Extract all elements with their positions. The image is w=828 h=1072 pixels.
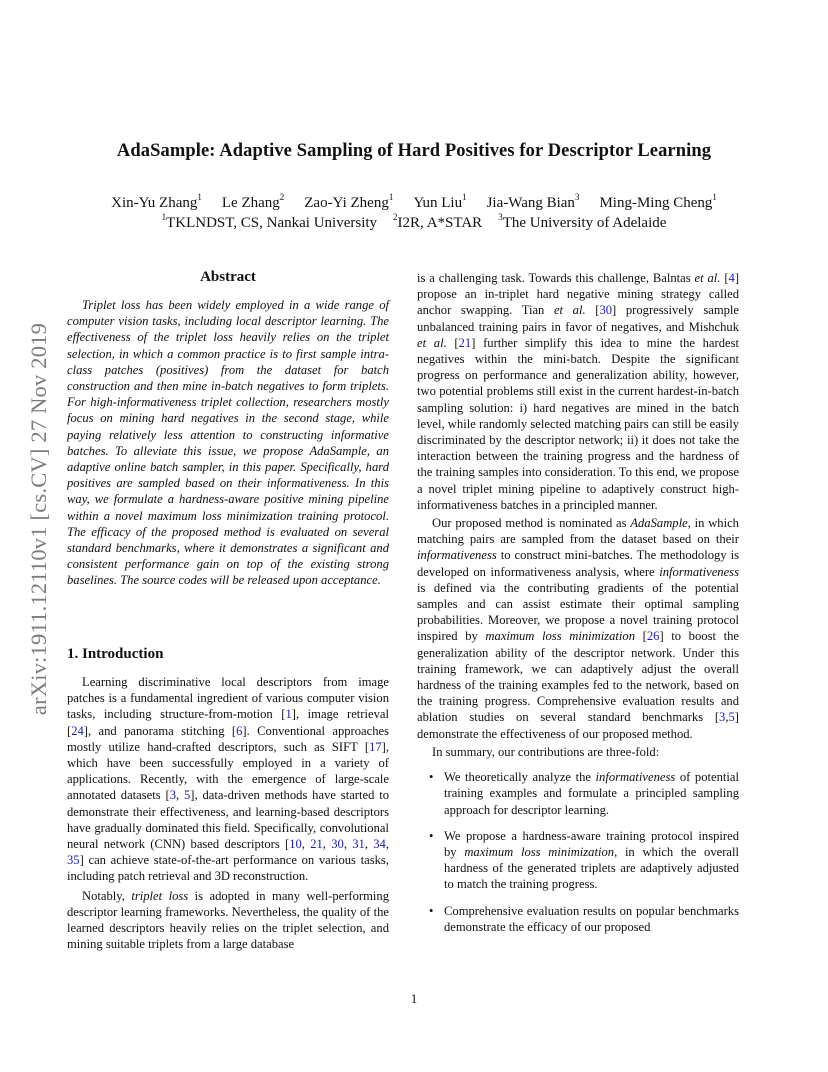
section-heading-introduction: 1. Introduction bbox=[67, 646, 164, 662]
text-run: , in which the overall hardness of the generated triplets are adaptively adjusted to match the training progress. bbox=[444, 844, 739, 892]
author-name: Yun Liu$^1$ bbox=[413, 192, 467, 211]
paper-title: AdaSample: Adaptive Sampling of Hard Positives for Descriptor Learning bbox=[116, 141, 712, 161]
affiliation-marker: 1 bbox=[462, 192, 467, 202]
introduction-left-column bbox=[67, 674, 389, 952]
text-run: [ bbox=[446, 335, 459, 350]
intro-paragraph bbox=[417, 515, 739, 742]
text-run: ], data-driven methods have started to demonstrate their effectiveness, and learning-based descriptors have gradually dominated this field. Specifically, convolutional neural network (CNN) based descriptors [ bbox=[67, 788, 390, 852]
text-run: of potential training examples and formulate a principled sampling approach for descriptor learning. bbox=[444, 770, 739, 817]
text-run: , bbox=[322, 837, 332, 852]
citation-link[interactable]: 5 bbox=[728, 710, 735, 725]
contribution-item bbox=[417, 769, 739, 818]
arxiv-stamp-text: arXiv:1911.12110v1 [cs.CV] 27 Nov 2019 bbox=[26, 322, 51, 716]
contribution-item bbox=[417, 903, 739, 935]
text-run: ] propose an in-triplet hard negative mining strategy called anchor swapping. Tian bbox=[417, 271, 740, 318]
text-run: Learning discriminative local descriptors from image patches is a fundamental ingredient of various computer vision tasks, including structure-from-motion [ bbox=[67, 675, 389, 722]
text-run: Notably, bbox=[82, 888, 132, 903]
citation-link[interactable]: 1 bbox=[285, 707, 292, 722]
text-run: to construct mini-batches. The methodology is developed on informativeness analysis, where bbox=[417, 548, 739, 579]
emphasis-text: maximum loss minimization bbox=[485, 629, 636, 644]
affiliation: $^2$I2R, A*STAR bbox=[393, 212, 483, 231]
text-run: ] to boost the generalization ability of the descriptor network. Under this training framework, we can adaptively adjust the overall hardness of the training examples fed to the network, based on the training progress. Comprehensive evaluation results and ablation studies on several standard benchmarks [ bbox=[417, 629, 739, 725]
affiliation-marker: 1 bbox=[197, 192, 202, 202]
emphasis-text: triplet loss bbox=[131, 888, 189, 903]
text-run: , in which matching pairs are sampled from the dataset based on their bbox=[417, 516, 739, 547]
citation-link[interactable]: 21 bbox=[458, 335, 472, 350]
citation-link[interactable]: 31 bbox=[352, 837, 365, 852]
author-name: Ming-Ming Cheng$^1$ bbox=[599, 192, 717, 211]
text-run: ]. Conventional approaches mostly utilize hand-crafted descriptors, such as SIFT [ bbox=[67, 723, 390, 754]
citation-link[interactable]: 4 bbox=[728, 271, 735, 285]
text-run: ], which have been successfully employed in a variety of applications. Recently, with the emergence of large-scale annotated datasets [ bbox=[67, 739, 389, 803]
text-run: , bbox=[725, 710, 729, 725]
author-list bbox=[0, 193, 828, 213]
affiliation: $^3$The University of Adelaide bbox=[498, 212, 667, 231]
abstract-body bbox=[67, 297, 389, 589]
emphasis-text: AdaSample bbox=[630, 516, 688, 531]
text-run: ] further simplify this idea to mine the hardest negatives within the mini-batch. Despite the significant progress on performance and generalization ability, however, two potential problems still exist in the current hardest-in-batch sampling solution: i) hard negatives are mined in the batch level, while randomly selected matching pairs can still be easily discriminated by the descriptor network; ii) it does not take the interaction between the training progress and the hardness of the training samples into consideration. To this end, we propose a novel triplet mining pipeline to adaptively construct high-informativeness batches in a principled manner. bbox=[417, 335, 740, 512]
text-run: Comprehensive evaluation results on popular benchmarks demonstrate the efficacy of our proposed bbox=[444, 903, 739, 934]
author-name: Jia-Wang Bian$^3$ bbox=[486, 192, 580, 211]
page-number: 1 bbox=[410, 991, 418, 1006]
affiliation-marker: 1 bbox=[161, 212, 167, 222]
citation-link[interactable]: 30 bbox=[331, 837, 344, 852]
author-name: Zao-Yi Zheng$^1$ bbox=[304, 192, 394, 211]
intro-paragraph bbox=[67, 888, 389, 953]
text-run: , bbox=[343, 837, 353, 852]
citation-link[interactable]: 17 bbox=[369, 739, 382, 754]
citation-link[interactable]: 21 bbox=[310, 837, 323, 852]
emphasis-text: informativeness bbox=[595, 770, 676, 785]
citation-link[interactable]: 5 bbox=[184, 788, 191, 803]
citation-link[interactable]: 3 bbox=[719, 710, 726, 725]
text-run: ], and panorama stitching [ bbox=[83, 723, 237, 738]
intro-paragraph: In summary, our contributions are three-fold: bbox=[432, 744, 660, 759]
emphasis-text: et al. bbox=[417, 335, 447, 350]
introduction-right-column bbox=[417, 270, 739, 945]
affiliation-marker: 1 bbox=[388, 192, 394, 202]
text-run: is defined via the contributing gradients of the potential samples and can assist estimate their optimal sampling probabilities. Moreover, we propose a novel training protocol inspired by bbox=[417, 580, 739, 644]
text-run: [ bbox=[635, 629, 647, 644]
author-name: Le Zhang$^2$ bbox=[221, 192, 285, 211]
affiliation: $^1$TKLNDST, CS, Nankai University bbox=[161, 212, 378, 231]
affiliation-marker: 2 bbox=[393, 212, 398, 222]
text-run: We theoretically analyze the bbox=[444, 770, 596, 785]
abstract-heading: Abstract bbox=[200, 269, 256, 285]
citation-link[interactable]: 26 bbox=[646, 629, 660, 644]
text-run: is adopted in many well-performing descriptor learning frameworks. Nevertheless, the quality of the learned descriptors heavily relies on the triplet selection, and mining suitable triplets from a large database bbox=[67, 888, 389, 952]
abstract-text: Triplet loss has been widely employed in a wide range of computer vision tasks, including local descriptor learning. The effectiveness of the triplet loss heavily relies on the triplet selection, in which a common practice is to first sample intra-class patches (positives) from the dataset for batch construction and then mine in-batch negatives to form triplets. For high-informativeness triplet collection, researchers mostly focus on mining hard negatives in the second stage, while paying relatively less attention to constructing informative batches. To alleviate this issue, we propose AdaSample, an adaptive online batch sampler, in this paper. Specifically, hard positives are sampled based on their informativeness. In this way, we formulate a hardness-aware positive mining pipeline within a novel maximum loss minimization training protocol. The efficacy of the proposed method is evaluated on several standard benchmarks, where it demonstrates a significant and consistent performance gain on top of the existing strong baselines. The source codes will be released upon acceptance. bbox=[67, 298, 389, 588]
affiliation-list bbox=[0, 213, 828, 233]
text-run: is a challenging task. Towards this challenge, Balntas bbox=[417, 271, 695, 285]
citation-link[interactable]: 34 bbox=[373, 837, 386, 852]
text-run: ], image retrieval [ bbox=[67, 707, 389, 738]
intro-paragraph bbox=[67, 674, 389, 885]
arxiv-stamp bbox=[27, 274, 51, 764]
text-run: ] can achieve state-of-the-art performance on various tasks, including patch retrieval and 3D reconstruction. bbox=[67, 853, 389, 884]
emphasis-text: informativeness bbox=[417, 548, 497, 563]
affiliation-marker: 3 bbox=[498, 212, 503, 222]
intro-paragraph bbox=[417, 270, 739, 513]
author-name: Xin-Yu Zhang$^1$ bbox=[111, 192, 202, 211]
citation-link[interactable]: 6 bbox=[236, 723, 243, 738]
text-run: , bbox=[364, 837, 374, 852]
text-run: ] progressively sample unbalanced training pairs in favor of negatives, and Mishchuk bbox=[417, 303, 740, 334]
text-run: We propose a hardness-aware training protocol inspired by bbox=[444, 828, 739, 859]
contribution-list bbox=[417, 769, 739, 935]
citation-link[interactable]: 30 bbox=[599, 303, 613, 318]
emphasis-text: maximum loss minimization bbox=[464, 844, 615, 859]
contribution-item bbox=[417, 828, 739, 893]
text-run: , bbox=[385, 837, 389, 852]
text-run: [ bbox=[720, 271, 729, 285]
text-run: [ bbox=[585, 303, 600, 318]
text-run: Our proposed method is nominated as bbox=[432, 516, 631, 531]
citation-link[interactable]: 24 bbox=[71, 723, 84, 738]
citation-link[interactable]: 10 bbox=[289, 837, 302, 852]
citation-link[interactable]: 35 bbox=[67, 853, 80, 868]
affiliation-marker: 1 bbox=[712, 192, 717, 202]
text-run: ] demonstrate the effectiveness of our proposed method. bbox=[417, 710, 739, 741]
text-run: , bbox=[176, 788, 184, 803]
citation-link[interactable]: 3 bbox=[169, 788, 176, 803]
text-run: , bbox=[301, 837, 311, 852]
affiliation-marker: 3 bbox=[574, 192, 580, 202]
emphasis-text: informativeness bbox=[659, 564, 739, 579]
affiliation-marker: 2 bbox=[279, 192, 285, 202]
emphasis-text: et al. bbox=[553, 303, 586, 318]
emphasis-text: et al. bbox=[694, 271, 721, 285]
